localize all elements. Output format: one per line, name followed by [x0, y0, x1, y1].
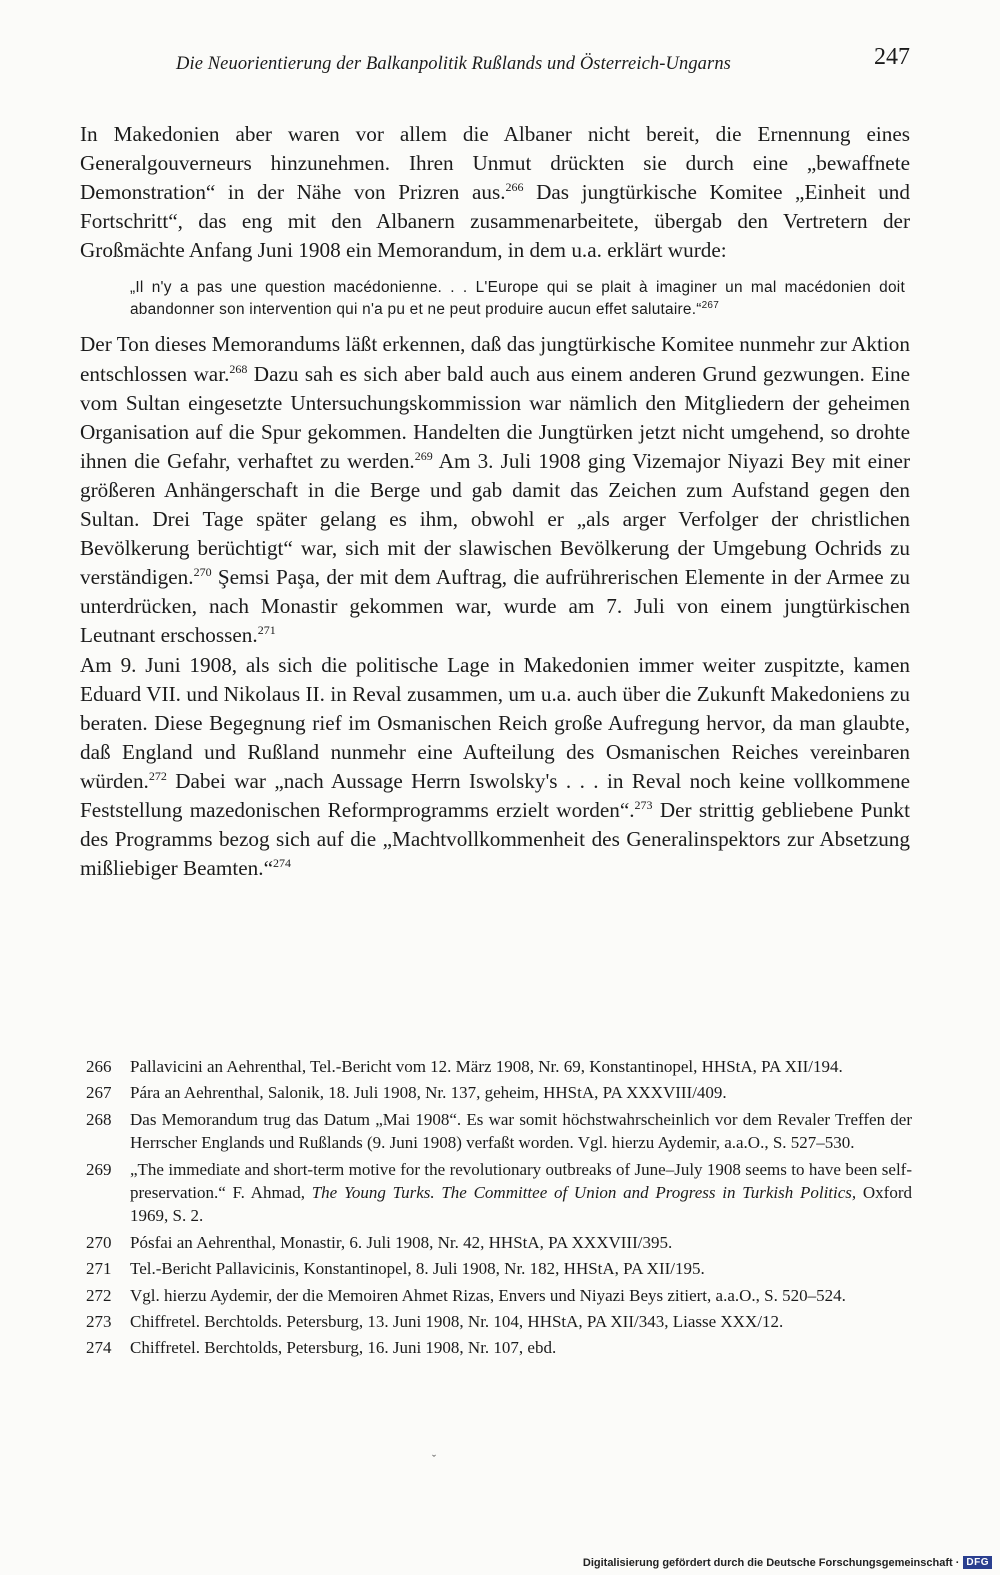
footnote-text: Chiffretel. Berchtolds. Petersburg, 13. Juni 1908, Nr. 104, HHStA, PA XII/343, Liasse XXX/12.: [130, 1312, 784, 1332]
stray-mark: ˇ: [432, 1452, 436, 1466]
footnote-text: [130, 1158, 912, 1228]
footnote-text: Chiffretel. Berchtolds, Petersburg, 16. Juni 1908, Nr. 107, ebd.: [130, 1338, 557, 1358]
text-run: Der Ton dieses Memorandums läßt erkennen, daß das jungtürkische Komitee nunmehr zur Aktion entschlossen war.: [80, 332, 910, 386]
footnote-item: [86, 1055, 912, 1078]
text-run: Şemsi Paşa, der mit dem Auftrag, die aufrührerischen Elemente in der Armee zu unterdrücken, nach Monastir gekommen war, wurde am 7. Juli von einem jungtürkischen Leutnant erschossen.: [80, 565, 910, 648]
page-header: [80, 44, 910, 84]
footnote-number: 272: [86, 1285, 112, 1305]
footnote-ref[interactable]: 267: [701, 300, 720, 312]
footnote-ref[interactable]: 266: [505, 180, 524, 195]
text-run: Dabei war „nach Aussage Herrn Iswolsky's . . . in Reval noch keine vollkommene Feststellung mazedonischen Reformprogramms erzielt worden“.: [80, 768, 910, 822]
text-run: Am 3. Juli 1908 ging Vizemajor Niyazi Bey mit einer größeren Anhängerschaft in die Berge und gab damit das Zeichen zum Aufstand gegen den Sultan. Drei Tage später gelang es ihm, obwohl er „als arger Verfolger der christlichen Bevölkerung berüchtigt“ war, sich mit der slawischen Bevölkerung der Umgebung Ochrids zu verständigen.: [80, 448, 910, 590]
footnote-ref[interactable]: 271: [257, 623, 276, 638]
paragraph-3: [80, 651, 910, 884]
footnote-item: [86, 1284, 912, 1307]
footnote-text: Pára an Aehrenthal, Salonik, 18. Juli 1908, Nr. 137, geheim, HHStA, PA XXXVIII/409.: [130, 1083, 727, 1103]
block-quote: [130, 277, 905, 321]
text-run: Das jungtürkische Komitee „Einheit und Fortschritt“, das eng mit den Albanern zusammenarbeitete, übergab den Vertretern der Großmächte Anfang Juni 1908 ein Memorandum, in dem u.a. erklärt wurde:: [80, 180, 910, 263]
footnote-number: 270: [86, 1232, 112, 1252]
footnote-item: [86, 1336, 912, 1359]
footnote-item: [86, 1081, 912, 1104]
paragraph-1: [80, 120, 910, 265]
text-run: Dazu sah es sich aber bald auch aus einem anderen Grund gezwungen. Eine vom Sultan eingesetzte Untersuchungskommission war nämlich den Mitgliedern der geheimen Organisation auf die Spur gekommen. Handelten die Jungtürken jetzt nicht umgehend, so drohte ihnen die Gefahr, verhaftet zu werden.: [80, 361, 911, 473]
page-number: 247: [874, 44, 910, 70]
main-text: [80, 120, 910, 883]
footnote-ref[interactable]: 268: [229, 361, 248, 376]
footnote-item: [86, 1257, 912, 1280]
digitization-credit: [583, 1556, 992, 1569]
footnotes: [86, 1055, 912, 1363]
footnote-item: [86, 1310, 912, 1333]
footnote-text: Pósfai an Aehrenthal, Monastir, 6. Juli 1908, Nr. 42, HHStA, PA XXXVIII/395.: [130, 1232, 673, 1252]
quote-text: „Il n'y a pas une question macédonienne. . . L'Europe qui se plait à imaginer un mal macédonien doit abandonner son intervention qui n'a pu et ne peut produire aucun effet salutaire.“: [130, 279, 905, 319]
text-run: Der strittig gebliebene Punkt des Programms bezog sich auf die „Machtvollkommenheit des Generalinspektors zur Absetzung mißliebiger Beamten.“: [80, 797, 910, 881]
footnote-number: 273: [86, 1312, 112, 1332]
footnote-ref[interactable]: 274: [272, 856, 291, 871]
footnote-text: Das Memorandum trug das Datum „Mai 1908“. Es war somit höchstwahrscheinlich vor dem Revaler Treffen der Herrscher Englands und Rußlands (9. Juni 1908) verfaßt worden. Vgl. hierzu Aydemir, a.a.O., S. 527–530.: [130, 1109, 912, 1153]
footnote-number: 274: [86, 1338, 112, 1358]
footnote-ref[interactable]: 273: [634, 797, 653, 812]
footnote-item: [86, 1231, 912, 1254]
footnote-text-run: „The immediate and short-term motive for the revolutionary outbreaks of June–July 1908 seems to have been self-preservation.“ F. Ahmad,: [130, 1159, 912, 1203]
footnote-text: Pallavicini an Aehrenthal, Tel.-Bericht vom 12. März 1908, Nr. 69, Konstantinopel, HHStA, PA XII/194.: [130, 1057, 843, 1076]
footnote-item: [86, 1158, 912, 1228]
footnote-item: [86, 1108, 912, 1155]
footnote-number: 268: [86, 1109, 112, 1129]
text-run: In Makedonien aber waren vor allem die Albaner nicht bereit, die Ernennung eines Generalgouverneurs hinzunehmen. Ihren Unmut drückten sie durch eine „bewaffnete Demonstration“ in der Nähe von Prizren aus.: [80, 122, 910, 205]
book-title: The Young Turks. The Committee of Union and Progress in Turkish Politics,: [311, 1183, 857, 1203]
dfg-logo-icon: DFG: [963, 1556, 992, 1569]
footnote-ref[interactable]: 272: [148, 768, 167, 783]
footnote-number: 267: [86, 1083, 112, 1103]
credit-text: Digitalisierung gefördert durch die Deutsche Forschungsgemeinschaft ·: [582, 1556, 960, 1569]
paragraph-2: [80, 330, 910, 650]
footnote-ref[interactable]: 269: [414, 448, 433, 463]
footnote-number: 269: [86, 1159, 112, 1179]
text-run: Am 9. Juni 1908, als sich die politische Lage in Makedonien immer weiter zuspitzte, kamen Eduard VII. und Nikolaus II. in Reval zusammen, um u.a. auch über die Zukunft Makedoniens zu beraten. Diese Begegnung rief im Osmanischen Reich große Aufregung hervor, da man glaubte, daß England und Rußland nunmehr eine Aufteilung des Osmanischen Reiches vereinbaren würden.: [80, 652, 910, 793]
footnote-text: Vgl. hierzu Aydemir, der die Memoiren Ahmet Rizas, Envers und Niyazi Beys zitiert, a.a.O., S. 520–524.: [130, 1285, 846, 1305]
footnote-ref[interactable]: 270: [193, 565, 212, 580]
footnote-text: Tel.-Bericht Pallavicinis, Konstantinopel, 8. Juli 1908, Nr. 182, HHStA, PA XII/195.: [130, 1259, 705, 1279]
footnote-number: 266: [86, 1057, 112, 1076]
running-title: Die Neuorientierung der Balkanpolitik Rußlands und Österreich-Ungarns: [176, 54, 731, 74]
footnote-number: 271: [86, 1259, 112, 1279]
footnote-text-run: Oxford 1969, S. 2.: [130, 1183, 912, 1226]
